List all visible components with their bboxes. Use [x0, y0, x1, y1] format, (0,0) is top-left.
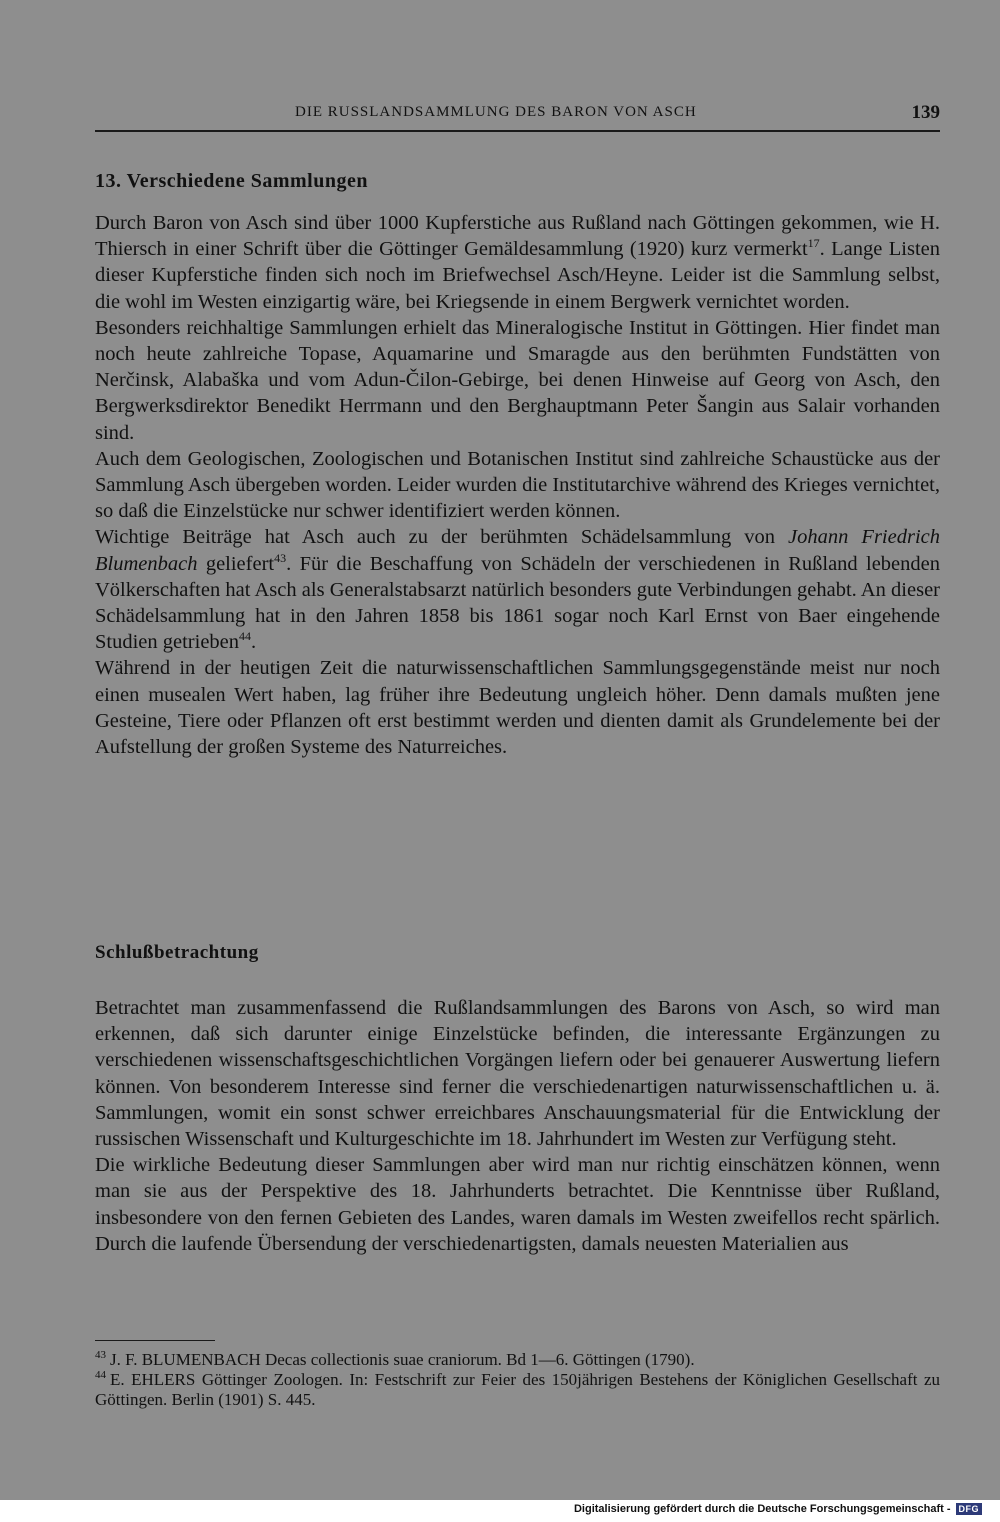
paragraph-zusammenfassung: Betrachtet man zusammenfassend die Rußlandsammlungen des Barons von Asch, so wird man erkennen, daß sich darunter einige Einzelstücke befinden, die interessante Ergänzungen zu verschiedenen wissenschaftsgeschichtlichen Vorgängen liefern oder bei genauerer Auswertung liefern können. Von besonderem Interesse sind ferner die verschiedenartigen naturwissenschaftlichen u. ä. Sammlungen, womit ein sonst schwer erreichbares Anschauungsmaterial für die Entwicklung der russischen Wissenschaft und Kulturgeschichte im 18. Jahrhundert im Westen zur Verfügung steht. — [95, 997, 940, 1151]
dfg-logo: DFG — [956, 1503, 983, 1515]
paragraph-bedeutung: Die wirkliche Bedeutung dieser Sammlungen aber wird man nur richtig einschätzen können, wenn man sie aus der Perspektive des 18. Jahrhunderts betrachtet. Die Kenntnisse über Rußland, insbesondere von den fernen Gebieten des Landes, waren damals im Westen zweifellos recht spärlich. Durch die laufende Übersendung der verschiedenartigsten, damals neuesten Materialien aus — [95, 1154, 940, 1255]
page-number: 139 — [911, 102, 940, 123]
paragraph-text: . Für die Beschaffung von Schädeln der verschiedenen in Rußland lebenden Völkerschaften hat Asch als Generalstabsarzt natürlich besonders gute Verbindungen gehabt. An dieser Schädelsammlung hat in den Jahren 1858 bis 1861 sogar noch Karl Ernst von Baer eingehende Studien getrieben — [95, 552, 940, 654]
footnote-reference: 43 — [274, 550, 287, 565]
footnote-reference: 44 — [239, 629, 252, 644]
paragraph-text: geliefert — [197, 552, 275, 575]
paragraph-text: Wichtige Beiträge hat Asch auch zu der berühmten Schädelsammlung von — [95, 526, 789, 549]
footnote-text: J. F. BLUMENBACH Decas collectionis suae craniorum. Bd 1—6. Göttingen (1790). — [110, 1350, 695, 1369]
paragraph-naturreich: Während in der heutigen Zeit die naturwissenschaftlichen Sammlungsgegenstände meist nur noch einen musealen Wert haben, lag früher ihre Bedeutung ungleich höher. Denn damals mußten jene Gesteine, Tiere oder Pflanzen oft erst bestimmt werden und dienten damit als Grundelemente bei der Aufstellung der großen Systeme des Naturreiches. — [95, 657, 940, 759]
section-heading-schlussbetrachtung: Schlußbetrachtung — [95, 942, 259, 963]
footnote-mark: 43 — [95, 1349, 106, 1362]
person-name: Johann Friedrich Blumenbach — [95, 526, 940, 575]
footnote-mark: 44 — [95, 1369, 106, 1382]
paragraph-schaedelsammlung — [95, 524, 940, 655]
paragraph-mineralogie: Besonders reichhaltige Sammlungen erhielt das Mineralogische Institut in Göttingen. Hier findet man noch heute zahlreiche Topase, Aquamarine und Smaragde aus den berühmten Fundstätten von Nerčinsk, Alabaška und vom Adun-Čilon-Gebirge, bei denen Hinweise auf Georg von Asch, den Bergwerksdirektor Benedikt Herrmann und den Berghauptmann Peter Šangin aus Salair vorhanden sind. — [95, 316, 940, 444]
footnote-divider — [95, 1340, 215, 1341]
section-body-schlussbetrachtung — [95, 995, 940, 1257]
footnote — [95, 1370, 940, 1410]
section-body-verschiedene-sammlungen — [95, 210, 940, 760]
footnote-text: E. EHLERS Göttinger Zoologen. In: Festschrift zur Feier des 150jährigen Bestehens der Königlichen Gesellschaft zu Göttingen. Berlin (1901) S. 445. — [95, 1370, 940, 1409]
footnotes — [95, 1350, 940, 1410]
credit-text: Digitalisierung gefördert durch die Deutsche Forschungsgemeinschaft - — [573, 1503, 951, 1515]
section-heading-verschiedene-sammlungen: 13. Verschiedene Sammlungen — [95, 170, 368, 192]
paragraph-text: . Lange Listen dieser Kupferstiche finden sich noch im Briefwechsel Asch/Heyne. Leider ist die Sammlung selbst, die wohl im Westen einzigartig wäre, bei Kriegsende in einem Bergwerk vernichtet worden. — [95, 238, 940, 313]
paragraph-institute: Auch dem Geologischen, Zoologischen und Botanischen Institut sind zahlreiche Schaustücke aus der Sammlung Asch übergeben worden. Leider wurden die Institutarchive während des Krieges vernichtet, so daß die Einzelstücke nur schwer identifiziert werden können. — [95, 447, 940, 523]
paragraph-text: Durch Baron von Asch sind über 1000 Kupferstiche aus Rußland nach Göttingen gekommen, wie H. Thiersch in einer Schrift über die Göttinger Gemäldesammlung (1920) kurz vermerkt — [95, 212, 940, 261]
running-header — [95, 100, 940, 132]
footnote — [95, 1350, 940, 1370]
paragraph-text: . — [251, 631, 257, 654]
footnote-reference: 17 — [807, 236, 820, 251]
digitization-credit — [574, 1503, 982, 1515]
paragraph-kupferstiche — [95, 210, 940, 315]
running-title: DIE RUSSLANDSAMMLUNG DES BARON VON ASCH — [295, 104, 697, 120]
